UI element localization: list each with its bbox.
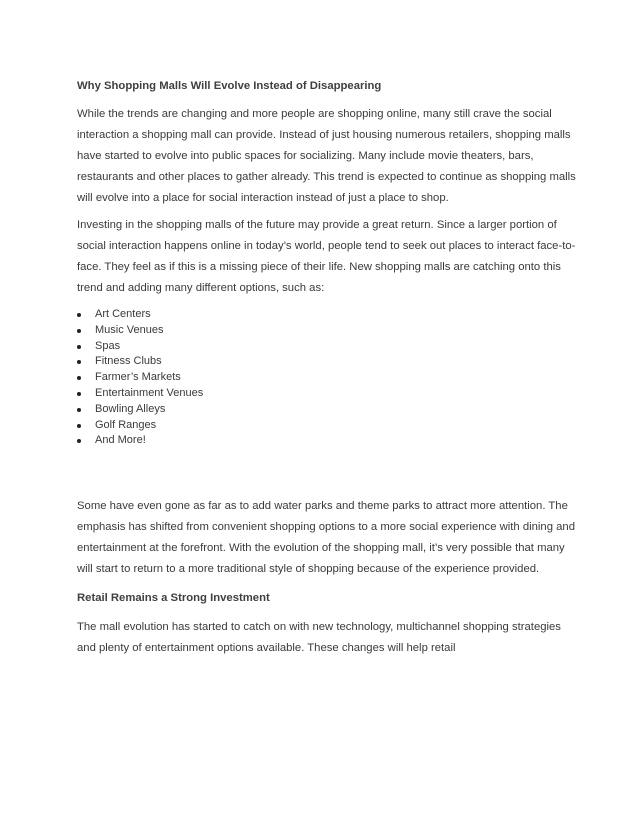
bullet-icon <box>77 329 81 333</box>
list-item <box>77 402 577 418</box>
list-item-label: Golf Ranges <box>95 418 157 431</box>
list-item <box>77 370 577 386</box>
list-item-label: Bowling Alleys <box>95 402 166 415</box>
list-item-label: And More! <box>95 434 146 447</box>
paragraph-investing: Investing in the shopping malls of the future may provide a great return. Since a larger portion of social interaction happens online in today’s world, people tend to seek out places to interact face-to-face. They feel as if this is a missing piece of their life. New shopping malls are catching onto this trend and adding many different options, such as: <box>77 219 576 294</box>
list-item-label: Spas <box>95 339 121 352</box>
list-item-label: Music Venues <box>95 323 164 336</box>
bullet-icon <box>77 376 81 380</box>
list-item <box>77 386 577 402</box>
bullet-icon <box>77 345 81 349</box>
list-item-label: Art Centers <box>95 308 151 320</box>
list-item <box>77 433 577 449</box>
bullet-icon <box>77 360 81 364</box>
list-item-label: Entertainment Venues <box>95 386 204 399</box>
list-item <box>77 418 577 434</box>
list-item <box>77 339 577 355</box>
list-item <box>77 354 577 370</box>
paragraph-evolution: The mall evolution has started to catch on with new technology, multichannel shopping strategies and plenty of entertainment options available. These changes will help retail <box>77 621 561 655</box>
document-title: Why Shopping Malls Will Evolve Instead of Disappearing <box>77 80 382 92</box>
bullet-icon <box>77 392 81 396</box>
bullet-icon <box>77 424 81 428</box>
paragraph-attractions: Some have even gone as far as to add water parks and theme parks to attract more attention. The emphasis has shifted from convenient shopping options to a more social experience with dining and entertainment at the forefront. With the evolution of the shopping mall, it’s very possible that many will start to return to a more traditional style of shopping because of the experience provided. <box>77 500 575 576</box>
list-item-label: Fitness Clubs <box>95 355 162 368</box>
list-item <box>77 323 577 339</box>
amenities-list <box>77 307 577 449</box>
bullet-icon <box>77 313 81 317</box>
document-body <box>77 78 577 659</box>
paragraph-intro: While the trends are changing and more people are shopping online, many still crave the social interaction a shopping mall can provide. Instead of just housing numerous retailers, shopping malls have started to evolve into public spaces for socializing. Many include movie theaters, bars, restaurants and other places to gather already. This trend is expected to continue as shopping malls will evolve into a place for social interaction instead of just a place to shop. <box>77 108 576 204</box>
list-item <box>77 307 577 323</box>
section-subheading: Retail Remains a Strong Investment <box>77 592 270 605</box>
bullet-icon <box>77 439 81 443</box>
bullet-icon <box>77 408 81 412</box>
list-item-label: Farmer’s Markets <box>95 371 181 384</box>
